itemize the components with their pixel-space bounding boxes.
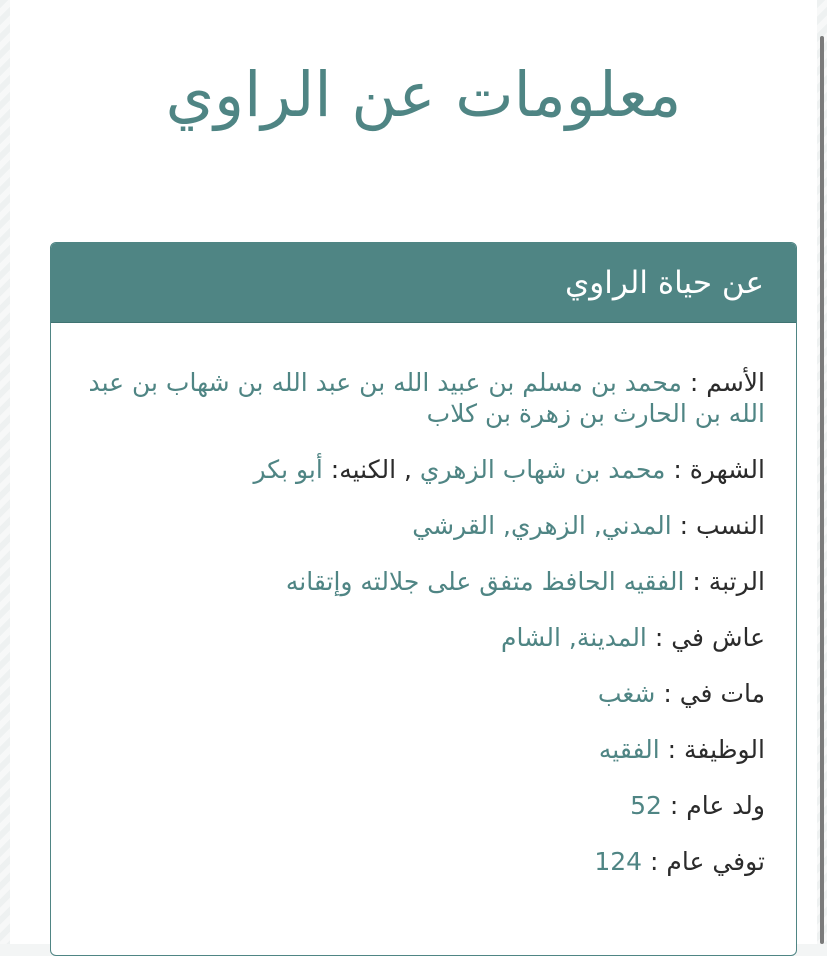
info-row-born-year <box>82 790 765 821</box>
lived-in-value: المدينة, الشام <box>500 623 647 652</box>
name-label: الأسم : <box>681 368 765 397</box>
lineage-value: المدني, الزهري, القرشي <box>412 511 672 540</box>
info-row-death-year <box>82 846 765 877</box>
narrator-info-card <box>50 242 797 956</box>
death-year-value: 124 <box>594 847 643 876</box>
page-scrollbar[interactable] <box>820 36 824 944</box>
kunya-value: أبو بكر <box>253 455 323 484</box>
death-year-label: توفي عام : <box>642 847 765 876</box>
lived-in-label: عاش في : <box>646 623 765 652</box>
born-year-label: ولد عام : <box>661 791 765 820</box>
kunya-label: , الكنيه: <box>322 455 420 484</box>
card-header-title: عن حياة الراوي <box>564 264 764 301</box>
died-in-value: شغب <box>597 679 656 708</box>
rank-value: الفقيه الحافظ متفق على جلالته وإتقانه <box>285 567 685 596</box>
info-row-fame <box>82 454 765 485</box>
died-in-label: مات في : <box>655 679 765 708</box>
info-row-rank <box>82 566 765 597</box>
background-pattern-left <box>0 0 10 944</box>
info-row-name <box>82 367 765 429</box>
card-header <box>51 243 796 323</box>
info-row-died-in <box>82 678 765 709</box>
job-label: الوظيفة : <box>659 735 765 764</box>
rank-label: الرتبة : <box>684 567 765 596</box>
info-row-job <box>82 734 765 765</box>
info-row-lived-in <box>82 622 765 653</box>
lineage-label: النسب : <box>671 511 765 540</box>
page-title: معلومات عن الراوي <box>165 58 682 131</box>
job-value: الفقيه <box>598 735 660 764</box>
born-year-value: 52 <box>630 791 662 820</box>
fame-value: محمد بن شهاب الزهري <box>419 455 666 484</box>
name-value: محمد بن مسلم بن عبيد الله بن عبد الله بن شهاب بن عبد الله بن الحارث بن زهرة بن كلاب <box>88 368 765 428</box>
card-body <box>51 323 796 877</box>
info-row-lineage <box>82 510 765 541</box>
fame-label: الشهرة : <box>665 455 765 484</box>
page-container <box>10 0 817 944</box>
